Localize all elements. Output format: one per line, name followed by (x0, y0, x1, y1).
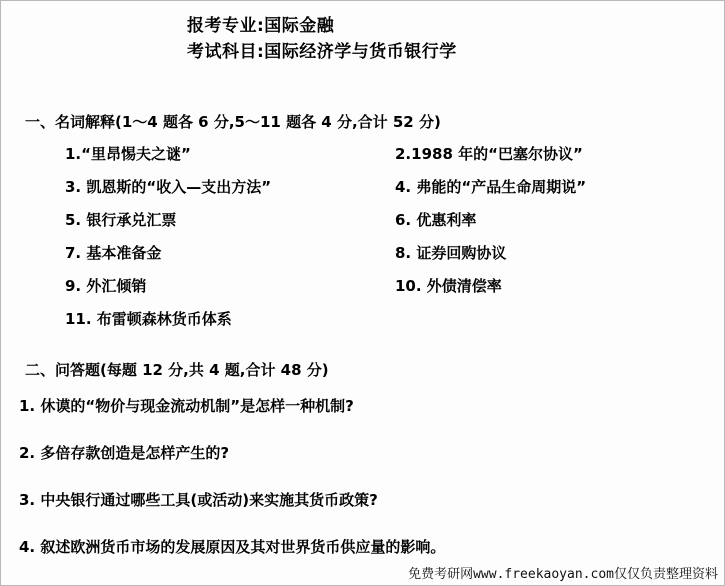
subject-line: 考试科目:国际经济学与货币银行学 (187, 42, 457, 62)
section-terms (1, 111, 724, 329)
question-item: 4. 叙述欧洲货币市场的发展原因及其对世界货币供应量的影响。 (19, 538, 446, 556)
term-item: 3. 凯恩斯的“收入—支出方法” (65, 178, 272, 196)
term-item: 9. 外汇倾销 (65, 277, 147, 295)
watermark-footer (408, 563, 718, 582)
term-item: 6. 优惠利率 (395, 211, 477, 229)
terms-list (65, 144, 685, 329)
question-item: 1. 休谟的“物价与现金流动机制”是怎样一种机制? (19, 397, 354, 415)
watermark-note: 仅仅负责整理资料 (613, 567, 718, 582)
term-item: 5. 银行承兑汇票 (65, 211, 177, 229)
paper-header (1, 1, 724, 65)
section-two-title: 二、问答题(每题 12 分,共 4 题,合计 48 分) (25, 361, 329, 379)
term-item: 7. 基本准备金 (65, 244, 162, 262)
term-item: 1.“里昂惕夫之谜” (65, 145, 191, 163)
section-questions (1, 359, 724, 557)
section-one-title: 一、名词解释(1～4 题各 6 分,5～11 题各 4 分,合计 52 分) (25, 113, 441, 131)
term-item: 11. 布雷顿森林货币体系 (65, 310, 232, 328)
questions-list (19, 396, 724, 557)
watermark-url: www.freekaoyan.com (473, 567, 614, 582)
term-item: 4. 弗能的“产品生命周期说” (395, 178, 587, 196)
major-line: 报考专业:国际金融 (187, 16, 335, 36)
term-item: 2.1988 年的“巴塞尔协议” (395, 145, 583, 163)
watermark-site-name: 免费考研网 (408, 567, 474, 582)
term-item: 10. 外债清偿率 (395, 277, 502, 295)
term-item: 8. 证券回购协议 (395, 244, 507, 262)
question-item: 2. 多倍存款创造是怎样产生的? (19, 444, 230, 462)
question-item: 3. 中央银行通过哪些工具(或活动)来实施其货币政策? (19, 491, 378, 509)
